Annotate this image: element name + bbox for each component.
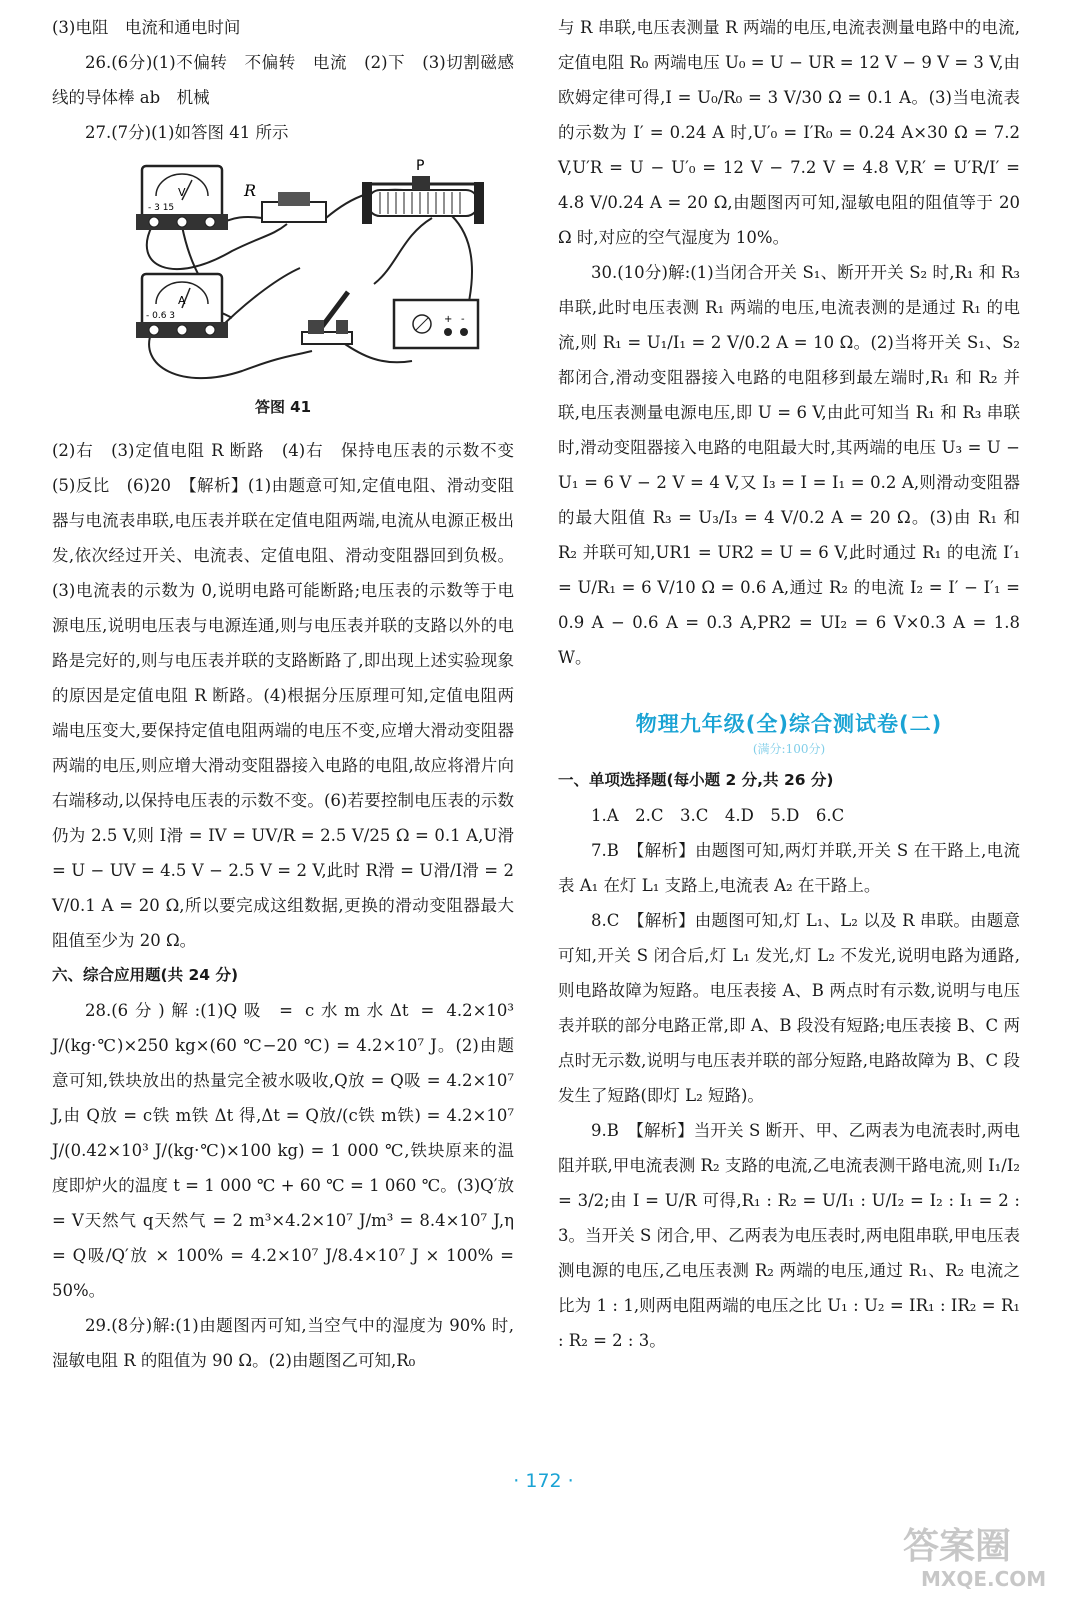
svg-text:-: - — [461, 314, 465, 325]
paragraph-q7: 7.B 【解析】由题图可知,两灯并联,开关 S 在干路上,电流表 A₁ 在灯 L₁ 支路上,电流表 A₂ 在干路上。 — [558, 841, 1020, 895]
circuit-figure — [112, 156, 504, 388]
rheostat — [362, 158, 484, 224]
power-supply — [394, 300, 478, 348]
right-column — [558, 10, 1020, 1358]
label-r: R — [244, 181, 257, 200]
label-p: P — [416, 158, 425, 174]
paragraph-q9: 9.B 【解析】当开关 S 断开、甲、乙两表为电流表时,两电阻并联,甲电流表测 R₂ 支路的电流,乙电流表测干路电流,则 I₁/I₂ = 3/2;由 I = U/R 可得,R₁ : R₂ = U/I₁ : U/I₂ = I₂ : I₁ = 2 : 3。当开关 S 闭合,甲、乙两表为电压表时,两电阻串联,甲电压表测电源的电压,乙电压表测 R₂ 两端的电压,通过 R₁、R₂ 电流之比为 1 : 1,则两电阻两端的电压之比 U₁ : U₂ = IR₁ : IR₂ = R₁ : R₂ = 2 : 3。 — [558, 1121, 1020, 1350]
circuit-diagram — [112, 156, 504, 388]
watermark-text: 答案圈 — [903, 1526, 1012, 1567]
left-column — [52, 10, 531, 1378]
resistor-r — [243, 181, 326, 222]
voltmeter-symbol: V — [178, 186, 186, 199]
watermark-logo — [895, 1514, 1065, 1592]
paragraph-q27: 27.(7分)(1)如答图 41 所示 — [85, 123, 289, 142]
page-number: · 172 · — [513, 1470, 574, 1492]
ammeter — [136, 274, 228, 338]
paragraph-q26: 26.(6分)(1)不偏转 不偏转 电流 (2)下 (3)切割磁感线的导体棒 ab 机械 — [52, 53, 514, 107]
svg-text:+: + — [444, 314, 453, 325]
paragraph-q28: 28.(6分)解:(1)Q吸 = c水m水Δt = 4.2×10³ J/(kg·℃)×250 kg×(60 ℃−20 ℃) = 4.2×10⁷ J。(2)由题意可知,铁块放出的热量完全被水吸收,Q放 = Q吸 = 4.2×10⁷ J,由 Q放 = c铁 m铁 Δt 得,Δt = Q放/(c铁 m铁) = 4.2×10⁷ J/(0.42×10³ J/(kg·℃)×100 kg) = 1 000 ℃,铁块原来的温度即炉火的温度 t = 1 000 ℃ + 60 ℃ = 1 060 ℃。(3)Q′放 = V天然气 q天然气 = 2 m³×4.2×10⁷ J/m³ = 8.4×10⁷ J,η = Q吸/Q′放 × 100% = 4.2×10⁷ J/8.4×10⁷ J × 100% = 50%。 — [52, 1001, 514, 1300]
watermark-url: MXQE.COM — [921, 1567, 1047, 1591]
ammeter-symbol: A — [178, 294, 186, 307]
section-heading-1: 一、单项选择题(每小题 2 分,共 26 分) — [558, 771, 834, 789]
test-subtitle: (满分:100分) — [752, 742, 826, 756]
ammeter-terminal-labels: - 0.6 3 — [146, 311, 176, 321]
section-heading-6: 六、综合应用题(共 24 分) — [52, 966, 239, 984]
paragraph-q29: 29.(8分)解:(1)由题图丙可知,当空气中的湿度为 90% 时,湿敏电阻 R 的阻值为 90 Ω。(2)由题图乙可知,R₀ — [52, 1316, 514, 1370]
figure-caption: 答图 41 — [254, 398, 312, 416]
switch — [302, 292, 352, 344]
answers-1-6: 1.A 2.C 3.C 4.D 5.D 6.C — [591, 806, 845, 825]
paragraph-q25-tail: (3)电阻 电流和通电时间 — [52, 18, 241, 37]
voltmeter-terminal-labels: - 3 15 — [148, 203, 175, 213]
voltmeter — [136, 166, 228, 230]
test-title: 物理九年级(全)综合测试卷(二) — [635, 712, 943, 736]
paragraph-q29-continued: 与 R 串联,电压表测量 R 两端的电压,电流表测量电路中的电流,定值电阻 R₀ 两端电压 U₀ = U − UR = 12 V − 9 V = 3 V,由欧姆定律可得,I = U₀/R₀ = 3 V/30 Ω = 0.1 A。(3)当电流表的示数为 I′ = 0.24 A 时,U′₀ = I′R₀ = 0.24 A×30 Ω = 7.2 V,U′R = U − U′₀ = 12 V − 7.2 V = 4.8 V,R′ = U′R/I′ = 4.8 V/0.24 A = 20 Ω,由题图丙可知,湿敏电阻的阻值等于 20 Ω 时,对应的空气湿度为 10%。 — [558, 18, 1020, 247]
paragraph-q8: 8.C 【解析】由题图可知,灯 L₁、L₂ 以及 R 串联。由题意可知,开关 S 闭合后,灯 L₁ 发光,灯 L₂ 不发光,说明电路为通路,则电路故障为短路。电压表接 A、B 两点时有示数,说明与电压表并联的部分电路正常,即 A、B 段没有短路;电压表接 B、C 两点时无示数,说明与电压表并联的部分短路,电路故障为 B、C 段发生了短路(即灯 L₂ 短路)。 — [558, 911, 1020, 1105]
paragraph-q27-answers: (2)右 (3)定值电阻 R 断路 (4)右 保持电压表的示数不变 (5)反比 (6)20 【解析】(1)由题意可知,定值电阻、滑动变阻器与电流表串联,电压表并联在定值电阻两端,电流从电源正极出发,依次经过开关、电流表、定值电阻、滑动变阻器回到负极。(3)电流表的示数为 0,说明电路可能断路;电压表的示数等于电源电压,说明电压表与电源连通,则与电压表并联的支路以外的电路是完好的,则与电压表并联的支路断路了,即出现上述实验现象的原因是定值电阻 R 断路。(4)根据分压原理可知,定值电阻两端电压变大,要保持定值电阻两端的电压不变,应增大滑动变阻器两端的电压,则应增大滑动变阻器接入电路的电阻,故应将滑片向右端移动,以保持电压表的示数不变。(6)若要控制电压表的示数仍为 2.5 V,则 I滑 = IV = UV/R = 2.5 V/25 Ω = 0.1 A,U滑 = U − UV = 4.5 V − 2.5 V = 2 V,此时 R滑 = U滑/I滑 = 2 V/0.1 A = 20 Ω,所以要完成这组数据,更换的滑动变阻器最大阻值至少为 20 Ω。 — [52, 441, 531, 950]
paragraph-q30: 30.(10分)解:(1)当闭合开关 S₁、断开开关 S₂ 时,R₁ 和 R₃ 串联,此时电压表测 R₁ 两端的电压,电流表测的是通过 R₁ 的电流,则 R₁ = U₁/I₁ = 2 V/0.2 A = 10 Ω。(2)当将开关 S₁、S₂ 都闭合,滑动变阻器接入电路的电阻移到最左端时,R₁ 和 R₂ 并联,电压表测量电源电压,即 U = 6 V,由此可知当 R₁ 和 R₃ 串联时,滑动变阻器接入电路的电阻最大时,其两端的电压 U₃ = U − U₁ = 6 V − 2 V = 4 V,又 I₃ = I = I₁ = 0.2 A,则滑动变阻器的最大阻值 R₃ = U₃/I₃ = 4 V/0.2 A = 20 Ω。(3)由 R₁ 和 R₂ 并联可知,UR1 = UR2 = U = 6 V,此时通过 R₁ 的电流 I′₁ = U/R₁ = 6 V/10 Ω = 0.6 A,通过 R₂ 的电流 I₂ = I′ − I′₁ = 0.9 A − 0.6 A = 0.3 A,PR2 = UI₂ = 6 V×0.3 A = 1.8 W。 — [558, 263, 1020, 667]
